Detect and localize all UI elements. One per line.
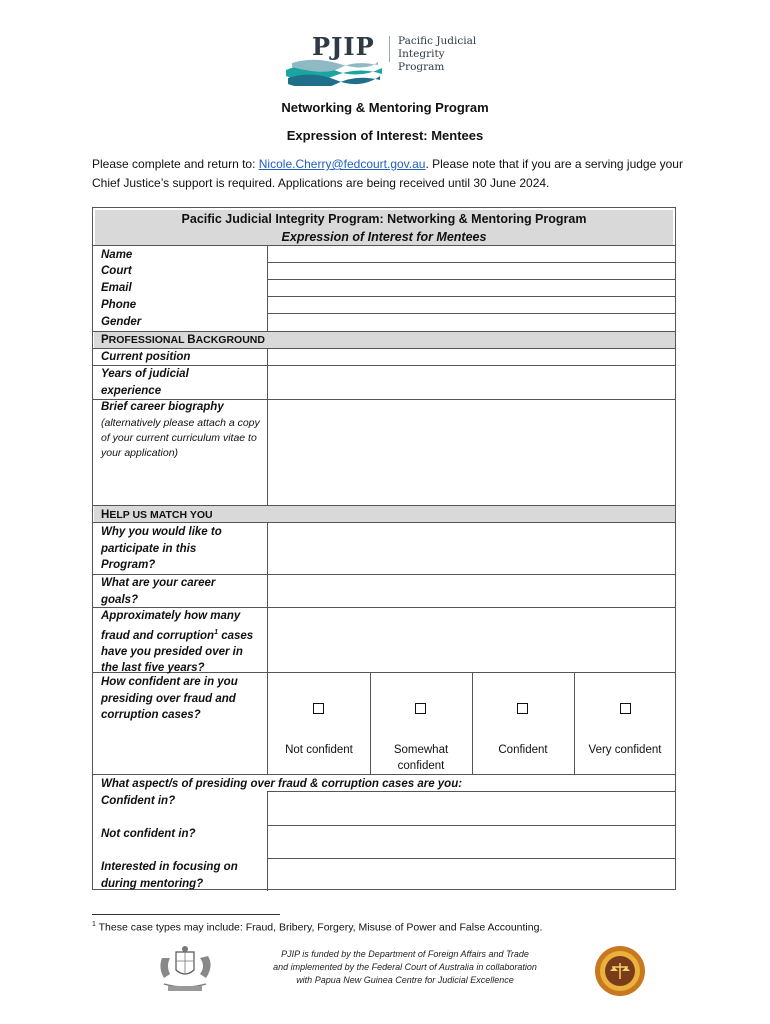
intro-before-link: Please complete and return to: xyxy=(92,157,259,171)
gender-input[interactable] xyxy=(268,314,675,331)
checkbox-not-confident[interactable] xyxy=(313,703,324,714)
confident-in-label: Confident in? xyxy=(101,795,176,807)
pjip-logo xyxy=(284,30,494,86)
email-input[interactable] xyxy=(268,280,675,296)
option-not-confident: Not confident xyxy=(285,744,353,756)
court-label: Court xyxy=(101,265,132,277)
current-position-input[interactable] xyxy=(268,349,675,365)
form-header-subtitle: Expression of Interest for Mentees xyxy=(281,230,487,244)
fraud-cases-label: Approximately how many fraud and corruption$^1$ cases have you presided over in the last five years? xyxy=(101,610,254,675)
footnote: $^1$ These case types may include: Fraud, Bribery, Forgery, Misuse of Power and False Accounting. xyxy=(92,921,543,934)
name-label: Name xyxy=(101,249,133,261)
rule xyxy=(574,672,575,775)
phone-label: Phone xyxy=(101,299,137,311)
document-subtitle: Expression of Interest: Mentees xyxy=(286,128,484,143)
not-confident-in-label: Not confident in? xyxy=(101,828,196,840)
logo-acronym: PJIP xyxy=(312,32,375,61)
checkbox-somewhat-confident[interactable] xyxy=(415,703,426,714)
coat-of-arms-icon xyxy=(154,944,216,994)
not-confident-in-input[interactable] xyxy=(268,826,675,858)
confident-in-input[interactable] xyxy=(268,792,675,825)
section-professional-background: PROFESSIONAL BACKGROUND xyxy=(101,334,265,346)
checkbox-very-confident[interactable] xyxy=(620,703,631,714)
email-link[interactable]: Nicole.Cherry@fedcourt.gov.au xyxy=(258,157,426,171)
option-very-confident: Very confident xyxy=(588,744,662,756)
phone-input[interactable] xyxy=(268,297,675,313)
interested-in-label: Interested in focusing on during mentoring? xyxy=(101,861,238,890)
option-confident: Confident xyxy=(498,744,548,756)
section-help-us-match-you: HELP US MATCH YOU xyxy=(101,509,213,521)
funding-statement xyxy=(240,948,570,987)
career-goals-label: What are your career goals? xyxy=(101,577,216,606)
option-somewhat-confident: Somewhat confident xyxy=(393,744,449,772)
career-biography-note: (alternatively please attach a copy of your current curriculum vitae to your application) xyxy=(101,417,260,459)
current-position-label: Current position xyxy=(101,351,191,363)
gender-label: Gender xyxy=(101,316,142,328)
funding-line2: and implemented by the Federal Court of Australia in collaboration xyxy=(273,962,537,972)
form-header xyxy=(95,210,673,246)
aspects-question-label: What aspect/s of presiding over fraud & corruption cases are you: xyxy=(101,778,463,790)
intro-paragraph xyxy=(92,155,692,193)
court-input[interactable] xyxy=(268,263,675,279)
name-input[interactable] xyxy=(268,246,675,262)
career-biography-input[interactable] xyxy=(268,400,675,505)
why-participate-label: Why you would like to participate in this Program? xyxy=(101,526,222,571)
footnote-separator xyxy=(92,914,280,915)
form-header-title: Pacific Judicial Integrity Program: Networking & Mentoring Program xyxy=(181,212,587,226)
court-seal-icon xyxy=(594,945,646,997)
logo-name-line2: Integrity Program xyxy=(398,48,445,73)
rule xyxy=(472,672,473,775)
interested-in-input[interactable] xyxy=(268,859,675,889)
confidence-question-label: How confident are in you presiding over fraud and corruption cases? xyxy=(101,676,238,721)
intro-after-link: . Please note that if you are a serving judge your Chief Justice’s support is required. Applications are being received until 30 June 2024. xyxy=(92,157,683,190)
career-biography-label: Brief career biography xyxy=(101,401,224,413)
checkbox-confident[interactable] xyxy=(517,703,528,714)
rule xyxy=(93,774,675,775)
funding-line3: with Papua New Guinea Centre for Judicial Excellence xyxy=(296,975,514,985)
years-experience-input[interactable] xyxy=(268,366,675,399)
document-title: Networking & Mentoring Program xyxy=(281,100,489,115)
fraud-cases-input[interactable] xyxy=(268,608,675,672)
email-label: Email xyxy=(101,282,132,294)
logo-name-line1: Pacific Judicial xyxy=(398,35,477,47)
application-form xyxy=(92,207,676,890)
logo-divider xyxy=(389,36,390,62)
career-goals-input[interactable] xyxy=(268,575,675,607)
why-participate-input[interactable] xyxy=(268,523,675,574)
logo-program-name xyxy=(398,35,494,74)
years-experience-label: Years of judicial experience xyxy=(101,368,189,397)
funding-line1: PJIP is funded by the Department of Foreign Affairs and Trade xyxy=(281,949,529,959)
